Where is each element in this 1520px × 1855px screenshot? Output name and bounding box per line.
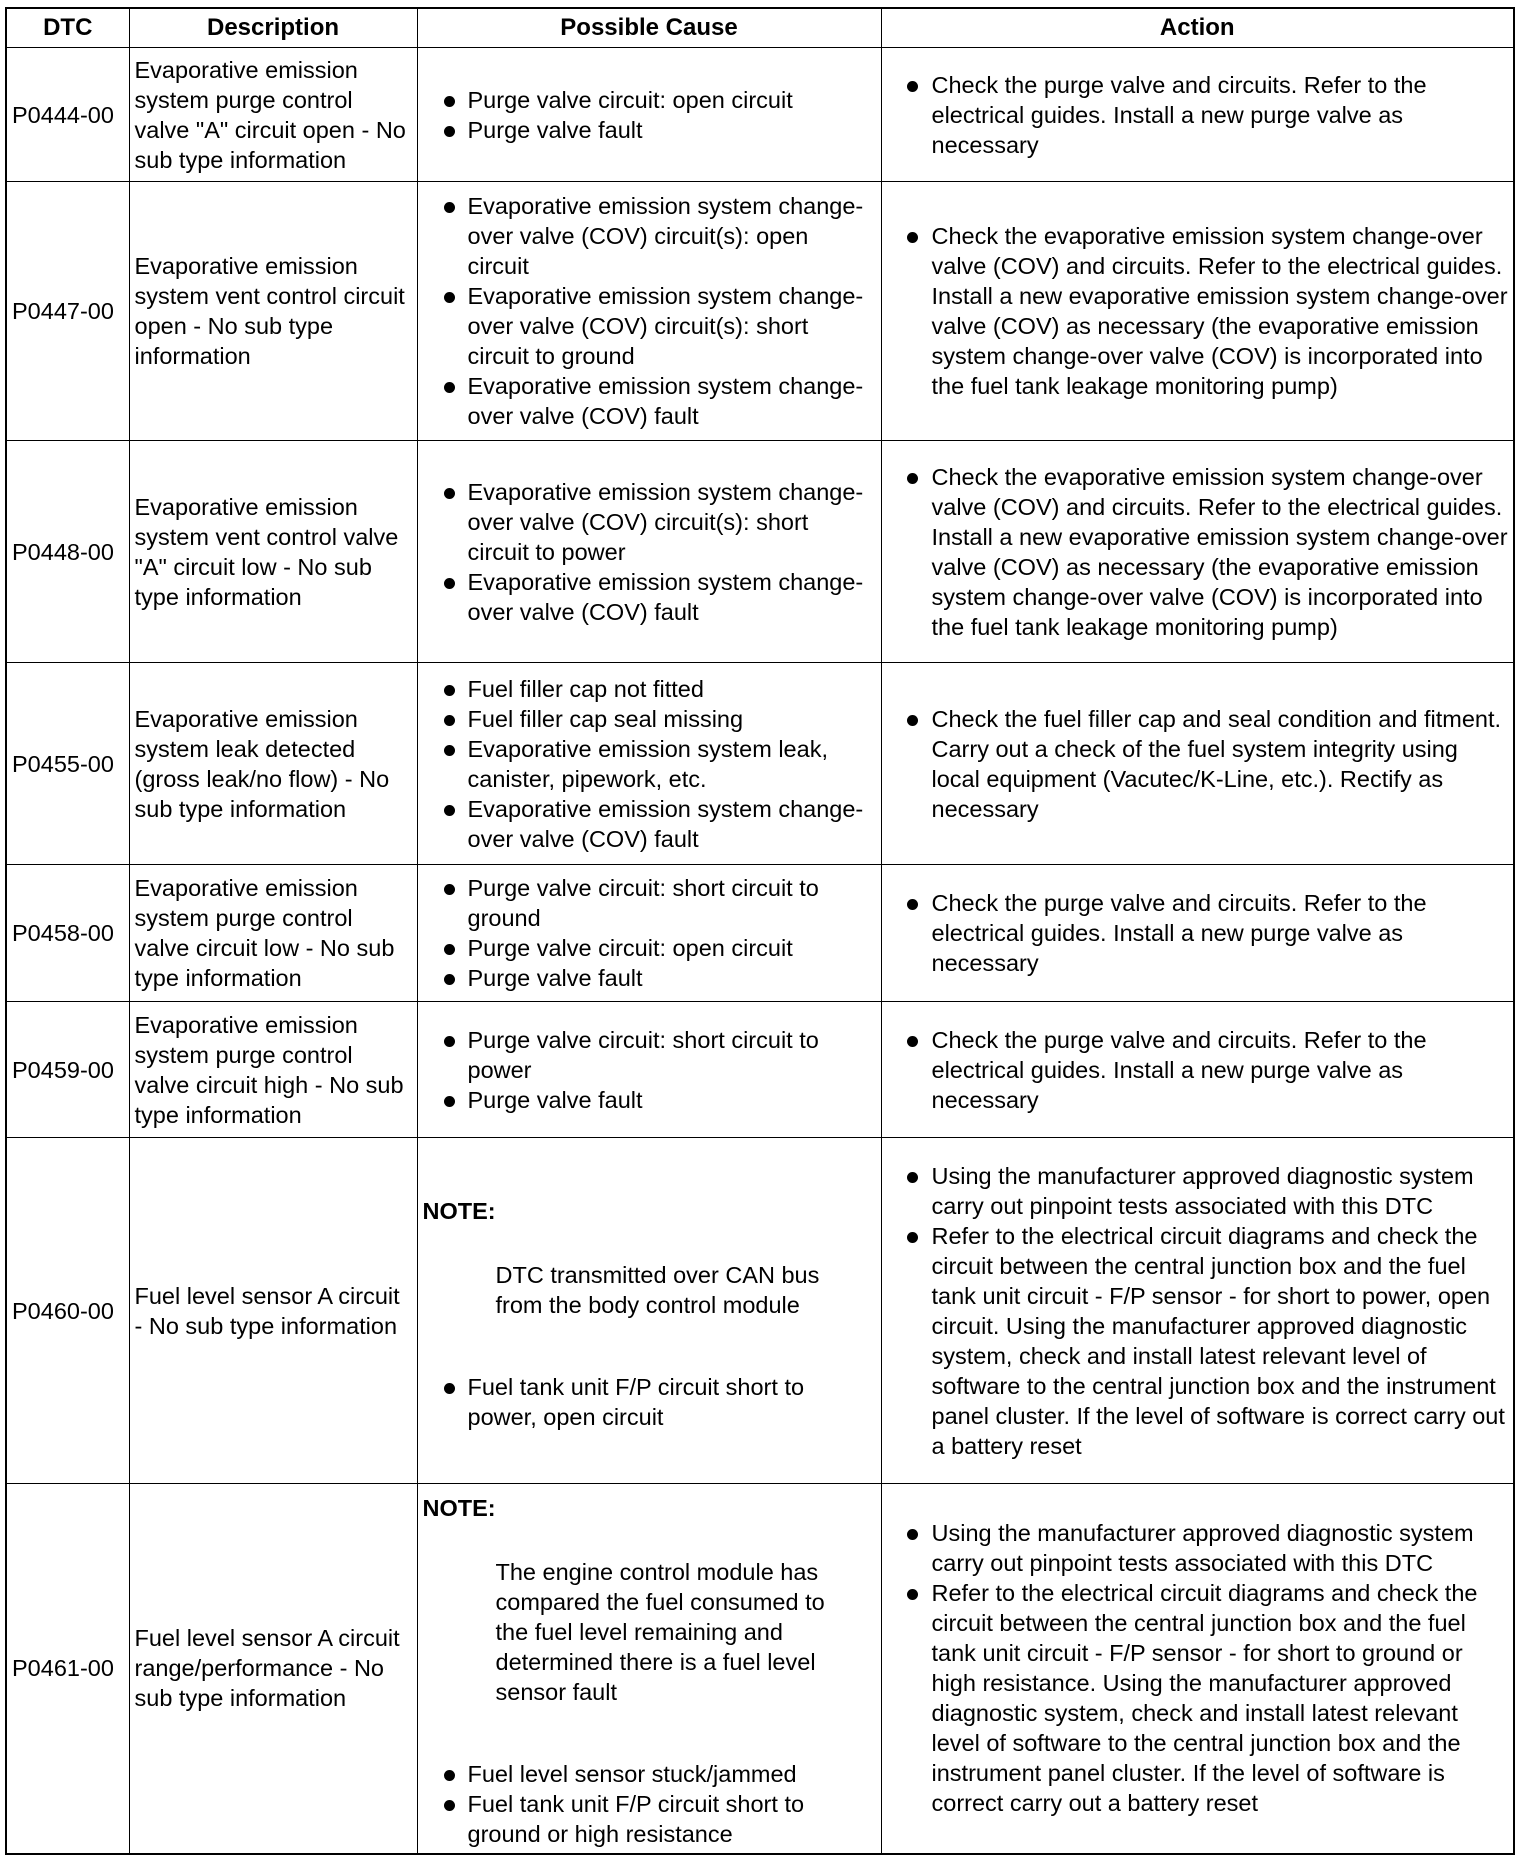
- description-cell: Evaporative emission system purge control valve circuit high - No sub type information: [129, 1002, 417, 1138]
- cause-cell: [417, 441, 881, 663]
- note-text: DTC transmitted over CAN bus from the body control module: [495, 1261, 820, 1318]
- header-action: Action: [881, 8, 1514, 48]
- cause-item: Fuel tank unit F/P circuit short to power, open circuit: [423, 1372, 876, 1432]
- header-possible-cause: Possible Cause: [417, 8, 881, 48]
- dtc-code: P0455-00: [6, 663, 129, 865]
- cause-cell: [417, 48, 881, 182]
- dtc-code: P0459-00: [6, 1002, 129, 1138]
- description-cell: Evaporative emission system purge control valve circuit low - No sub type information: [129, 865, 417, 1002]
- description-cell: Evaporative emission system purge control valve "A" circuit open - No sub type information: [129, 48, 417, 182]
- table-row: [6, 441, 1514, 663]
- cause-item: Fuel tank unit F/P circuit short to ground or high resistance: [423, 1789, 876, 1849]
- table-row: [6, 1484, 1514, 1854]
- cause-item: Purge valve fault: [423, 115, 876, 145]
- action-cell: [881, 441, 1514, 663]
- dtc-code: P0448-00: [6, 441, 129, 663]
- action-item: Check the purge valve and circuits. Refer to the electrical guides. Install a new purge valve as necessary: [887, 70, 1509, 160]
- action-item: Using the manufacturer approved diagnostic system carry out pinpoint tests associated with this DTC: [887, 1161, 1509, 1221]
- action-item: Check the purge valve and circuits. Refer to the electrical guides. Install a new purge valve as necessary: [887, 1025, 1509, 1115]
- description-cell: Evaporative emission system leak detected (gross leak/no flow) - No sub type information: [129, 663, 417, 865]
- cause-item: Purge valve circuit: open circuit: [423, 933, 876, 963]
- cause-item: Evaporative emission system change-over valve (COV) circuit(s): short circuit to power: [423, 477, 876, 567]
- note-text: The engine control module has compared the fuel consumed to the fuel level remaining and determined there is a fuel level sensor fault: [495, 1559, 825, 1706]
- table-row: [6, 48, 1514, 182]
- cause-item: Fuel filler cap seal missing: [423, 704, 876, 734]
- dtc-code: P0458-00: [6, 865, 129, 1002]
- action-item: Using the manufacturer approved diagnostic system carry out pinpoint tests associated with this DTC: [887, 1518, 1509, 1578]
- action-cell: [881, 1002, 1514, 1138]
- cause-item: Evaporative emission system change-over valve (COV) fault: [423, 371, 876, 431]
- table-row: [6, 865, 1514, 1002]
- action-item: Check the evaporative emission system change-over valve (COV) and circuits. Refer to the electrical guides. Install a new evaporative emission system change-over valve (COV) as necessary (the evaporative emission system change-over valve (COV) is incorporated into the fuel tank leakage monitoring pump): [887, 462, 1509, 642]
- description-cell: Evaporative emission system vent control circuit open - No sub type information: [129, 182, 417, 441]
- action-item: Refer to the electrical circuit diagrams and check the circuit between the central junction box and the fuel tank unit circuit - F/P sensor - for short to power, open circuit. Using the manufacturer approved diagnostic system, check and install latest relevant level of software to the central junction box and the instrument panel cluster. If the level of software is correct carry out a battery reset: [887, 1221, 1509, 1461]
- cause-cell: [417, 865, 881, 1002]
- cause-item: Purge valve fault: [423, 1085, 876, 1115]
- action-cell: [881, 1484, 1514, 1854]
- cause-item: Purge valve circuit: short circuit to power: [423, 1025, 876, 1085]
- dtc-code: P0461-00: [6, 1484, 129, 1854]
- action-item: Check the evaporative emission system change-over valve (COV) and circuits. Refer to the electrical guides. Install a new evaporative emission system change-over valve (COV) as necessary (the evaporative emission system change-over valve (COV) is incorporated into the fuel tank leakage monitoring pump): [887, 221, 1509, 401]
- table-row: [6, 663, 1514, 865]
- action-item: Refer to the electrical circuit diagrams and check the circuit between the central junction box and the fuel tank unit circuit - F/P sensor - for short to ground or high resistance. Using the manufacturer approved diagnostic system, check and install latest relevant level of software to the central junction box and the instrument panel cluster. If the level of software is correct carry out a battery reset: [887, 1578, 1509, 1818]
- cause-item: Purge valve circuit: open circuit: [423, 85, 876, 115]
- cause-cell: [417, 1484, 881, 1854]
- cause-cell: [417, 1138, 881, 1484]
- cause-cell: [417, 663, 881, 865]
- description-cell: Fuel level sensor A circuit - No sub type information: [129, 1138, 417, 1484]
- action-cell: [881, 663, 1514, 865]
- cause-cell: [417, 1002, 881, 1138]
- header-description: Description: [129, 8, 417, 48]
- cause-item: Purge valve fault: [423, 963, 876, 993]
- header-row: [6, 8, 1514, 48]
- action-cell: [881, 48, 1514, 182]
- action-cell: [881, 865, 1514, 1002]
- cause-cell: [417, 182, 881, 441]
- dtc-table: [5, 7, 1515, 1855]
- action-cell: [881, 182, 1514, 441]
- header-dtc: DTC: [6, 8, 129, 48]
- cause-item: Evaporative emission system change-over valve (COV) fault: [423, 794, 876, 854]
- cause-item: Evaporative emission system leak, canister, pipework, etc.: [423, 734, 876, 794]
- cause-item: Purge valve circuit: short circuit to ground: [423, 873, 876, 933]
- table-row: [6, 1138, 1514, 1484]
- note-label: NOTE:: [422, 1197, 496, 1224]
- action-item: Check the purge valve and circuits. Refer to the electrical guides. Install a new purge valve as necessary: [887, 888, 1509, 978]
- description-cell: Evaporative emission system vent control valve "A" circuit low - No sub type information: [129, 441, 417, 663]
- action-item: Check the fuel filler cap and seal condition and fitment. Carry out a check of the fuel system integrity using local equipment (Vacutec/K-Line, etc.). Rectify as necessary: [887, 704, 1509, 824]
- dtc-code: P0444-00: [6, 48, 129, 182]
- cause-item: Evaporative emission system change-over valve (COV) fault: [423, 567, 876, 627]
- table-row: [6, 182, 1514, 441]
- note-label: NOTE:: [422, 1495, 496, 1522]
- cause-item: Fuel level sensor stuck/jammed: [423, 1759, 876, 1789]
- cause-item: Evaporative emission system change-over valve (COV) circuit(s): short circuit to ground: [423, 281, 876, 371]
- action-cell: [881, 1138, 1514, 1484]
- cause-item: Evaporative emission system change-over valve (COV) circuit(s): open circuit: [423, 191, 876, 281]
- table-row: [6, 1002, 1514, 1138]
- description-cell: Fuel level sensor A circuit range/performance - No sub type information: [129, 1484, 417, 1854]
- dtc-code: P0460-00: [6, 1138, 129, 1484]
- dtc-code: P0447-00: [6, 182, 129, 441]
- cause-item: Fuel filler cap not fitted: [423, 674, 876, 704]
